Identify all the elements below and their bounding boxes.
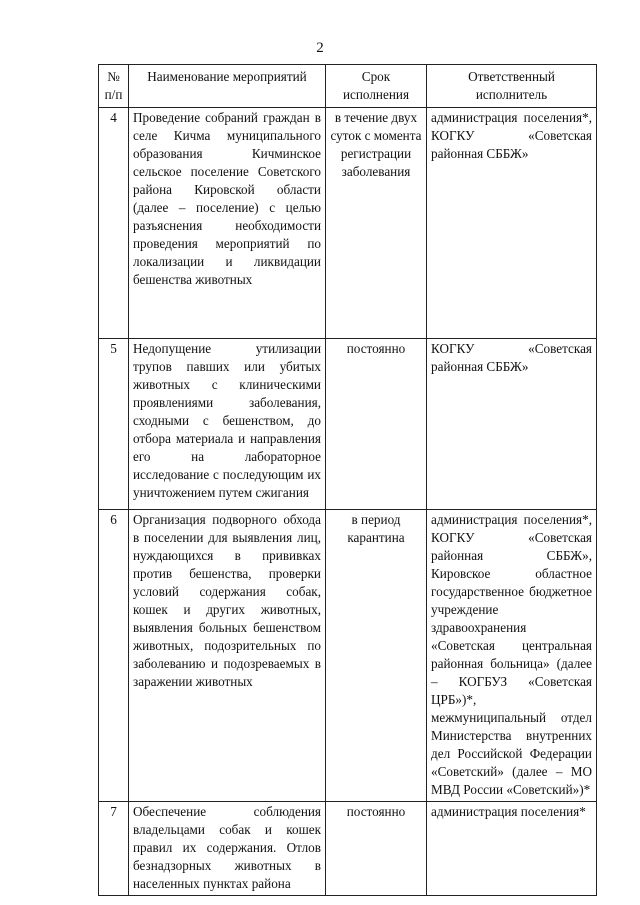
measures-table <box>98 64 597 896</box>
header-num: № п/п <box>99 65 129 108</box>
table-row <box>99 108 597 339</box>
row-number: 7 <box>99 802 129 896</box>
table-row <box>99 802 597 896</box>
measure-responsible: администрация поселения* <box>427 802 597 896</box>
table-header-row <box>99 65 597 108</box>
table-row <box>99 339 597 510</box>
measure-term: в период карантина <box>326 510 427 802</box>
header-responsible: Ответственный исполнитель <box>427 65 597 108</box>
table-body <box>99 108 597 896</box>
header-name: Наименование мероприятий <box>129 65 326 108</box>
table-row <box>99 510 597 802</box>
row-number: 5 <box>99 339 129 510</box>
measure-term: постоянно <box>326 802 427 896</box>
table-header <box>99 65 597 108</box>
row-number: 4 <box>99 108 129 339</box>
measure-term: постоянно <box>326 339 427 510</box>
header-term: Срок исполнения <box>326 65 427 108</box>
measure-responsible: КОГКУ «Советская районная СББЖ» <box>427 339 597 510</box>
page-number: 2 <box>316 40 324 56</box>
measure-responsible: администрация поселения*, КОГКУ «Советская районная СББЖ», Кировское областное государственное бюджетное учреждение здравоохранения «Советская центральная районная больница» (далее – КОГБУЗ «Советская ЦРБ»)*, межмуниципальный отдел Министерства внутренних дел Российской Федерации «Советский» (далее – МО МВД России «Советский»)* <box>427 510 597 802</box>
measure-name: Организация подворного обхода в поселении для выявления лиц, нуждающихся в прививках против бешенства, проверки условий содержания собак, кошек и других животных, выявления больных бешенством животных, подозрительных по заболеванию и подозреваемых в заражении животных <box>129 510 326 802</box>
measure-name: Недопущение утилизации трупов павших или убитых животных с клиническими проявлениями заболевания, сходными с бешенством, до отбора материала и направления его на лабораторное исследование с последующим их уничтожением путем сжигания <box>129 339 326 510</box>
measure-name: Проведение собраний граждан в селе Кичма муниципального образования Кичминское сельское поселение Советского района Кировской области (далее – поселение) с целью разъяснения необходимости проведения мероприятий по локализации и ликвидации бешенства животных <box>129 108 326 339</box>
measure-term: в течение двух суток с момента регистрации заболевания <box>326 108 427 339</box>
row-number: 6 <box>99 510 129 802</box>
measure-responsible: администрация поселения*, КОГКУ «Советская районная СББЖ» <box>427 108 597 339</box>
measure-name: Обеспечение соблюдения владельцами собак и кошек правил их содержания. Отлов безнадзорных животных в населенных пунктах района <box>129 802 326 896</box>
